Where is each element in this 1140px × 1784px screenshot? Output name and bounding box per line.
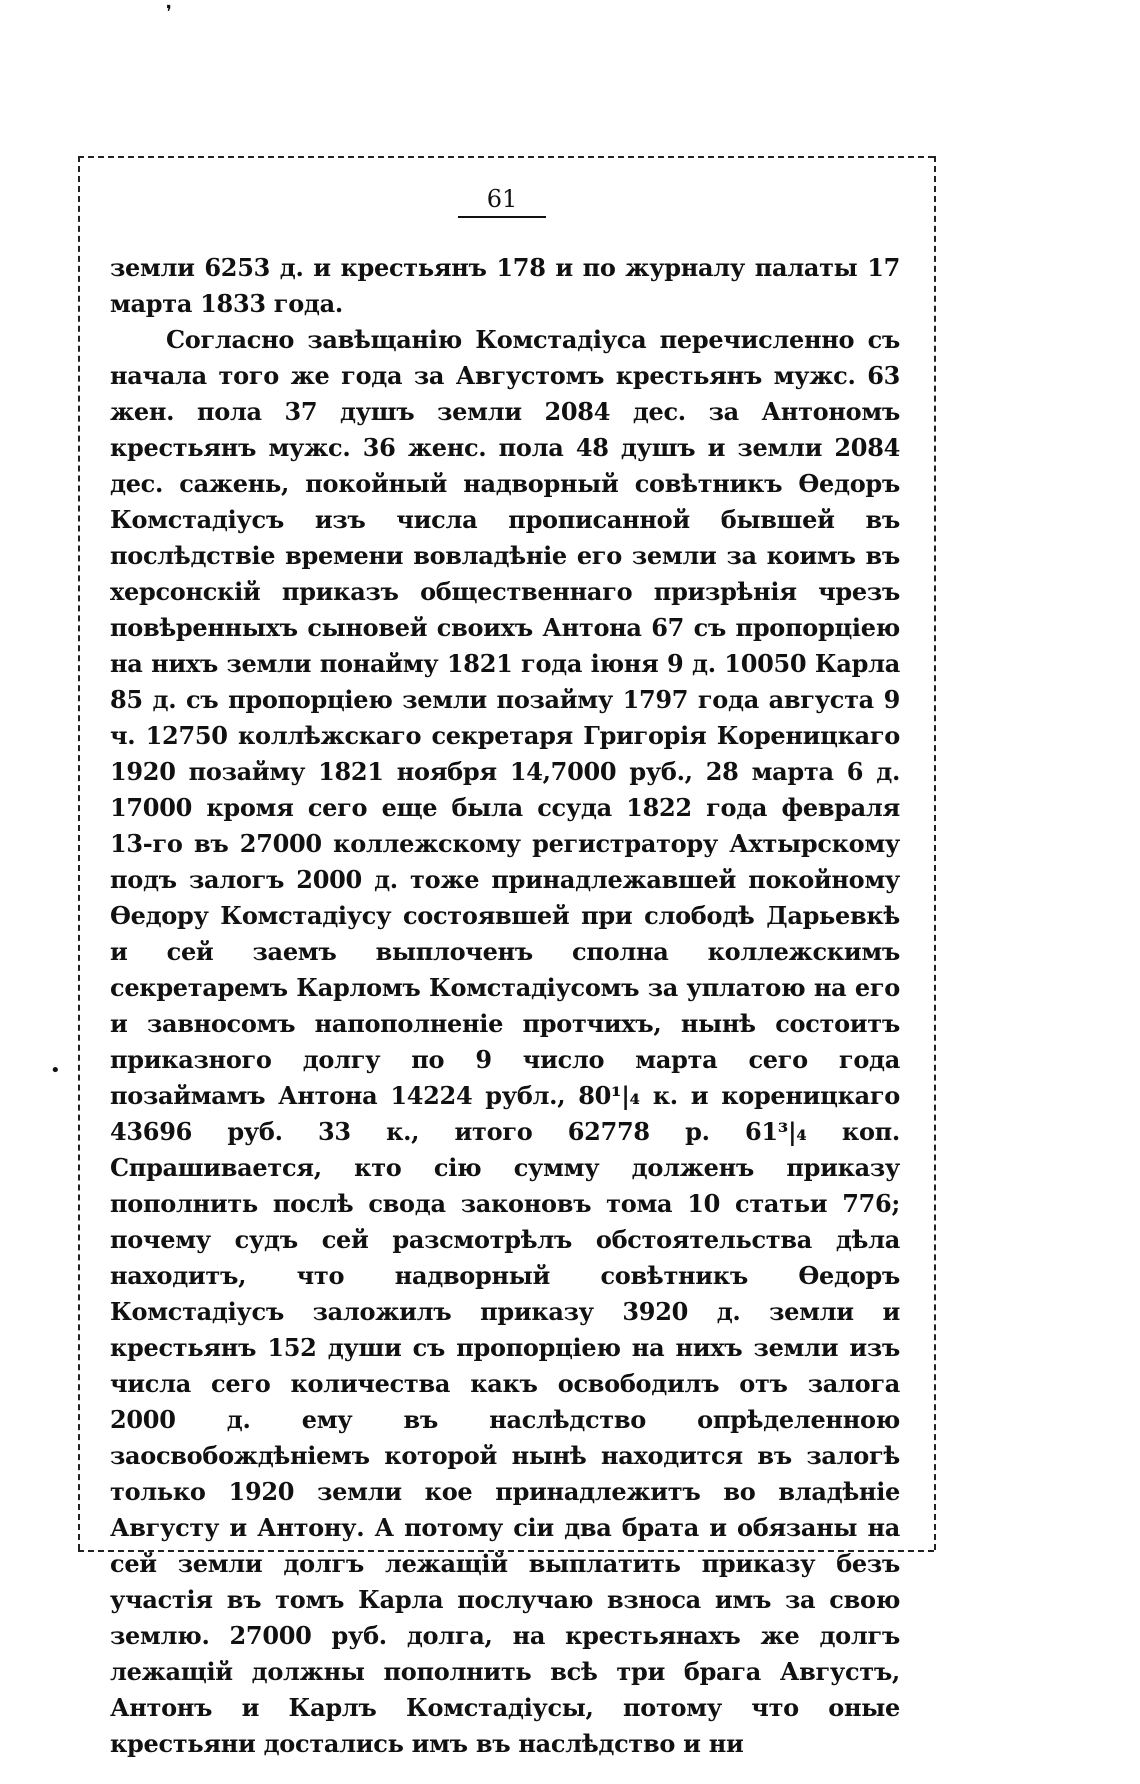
page-frame-left-rule [78, 156, 80, 1550]
page-frame-top-rule [78, 156, 934, 158]
page-number-underline [458, 216, 546, 218]
body-text [110, 250, 900, 1762]
page-number: 61 [486, 185, 518, 213]
paragraph: Согласно завѣщанію Комстадіуса перечисленно съ начала того же года за Августомъ крестьянъ мужс. 63 жен. пола 37 душъ земли 2084 дес. за Антономъ крестьянъ мужс. 36 женс. пола 48 душъ и земли 2084 дес. сажень, покойный надворный совѣтникъ Ѳедоръ Комстадіусъ изъ числа прописанной бывшей въ послѣдствіе времени вовладѣніе его земли за коимъ въ херсонскій приказъ общественнаго призрѣнія чрезъ повѣренныхъ сыновей своихъ Антона 67 съ пропорціею на нихъ земли понайму 1821 года іюня 9 д. 10050 Карла 85 д. съ пропорціею земли позайму 1797 года августа 9 ч. 12750 коллѣжскаго секретаря Григорія Кореницкаго 1920 позайму 1821 ноября 14,7000 руб., 28 марта 6 д. 17000 кромя сего еще была ссуда 1822 года февраля 13-го въ 27000 коллежскому регистратору Ахтырскому подъ залогъ 2000 д. тоже принадлежавшей покойному Ѳедору Комстадіусу состоявшей при слободѣ Дарьевкѣ и сей заемъ выплоченъ сполна коллежскимъ секретаремъ Карломъ Комстадіусомъ за уплатою на его и завносомъ напополненіе протчихъ, нынѣ состоитъ приказного долгу по 9 число марта сего года позаймамъ Антона 14224 рубл., 80¹|₄ к. и кореницкаго 43696 руб. 33 к., итого 62778 р. 61³|₄ коп. Спрашивается, кто сію сумму долженъ приказу пополнить послѣ свода законовъ тома 10 статьи 776; почему судъ сей разсмотрѣлъ обстоятельства дѣла находитъ, что надворный совѣтникъ Ѳедоръ Комстадіусъ заложилъ приказу 3920 д. земли и крестьянъ 152 души съ пропорціею на нихъ земли изъ числа сего количества какъ освободилъ отъ залога 2000 д. ему въ наслѣдство опрѣделенною заосвобождѣніемъ которой нынѣ находится въ залогѣ только 1920 земли кое принадлежитъ во владѣніе Августу и Антону. А потому сіи два брата и обязаны на сей земли долгъ лежащій выплатить приказу безъ участія въ томъ Карла послучаю взноса имъ за свою землю. 27000 руб. долга, на крестьянахъ же долгъ лежащій должны пополнить всѣ три брага Августъ, Антонъ и Карлъ Комстадіусы, потому что оные крестьяни достались имъ въ наслѣдство и ни [110, 325, 900, 1758]
margin-dot: • [50, 1060, 61, 1081]
page-frame-right-rule [934, 156, 936, 1550]
paragraph-continued: земли 6253 д. и крестьянъ 178 и по журналу палаты 17 марта 1833 года. [110, 253, 900, 318]
ink-speck: ❜ [166, 2, 172, 23]
